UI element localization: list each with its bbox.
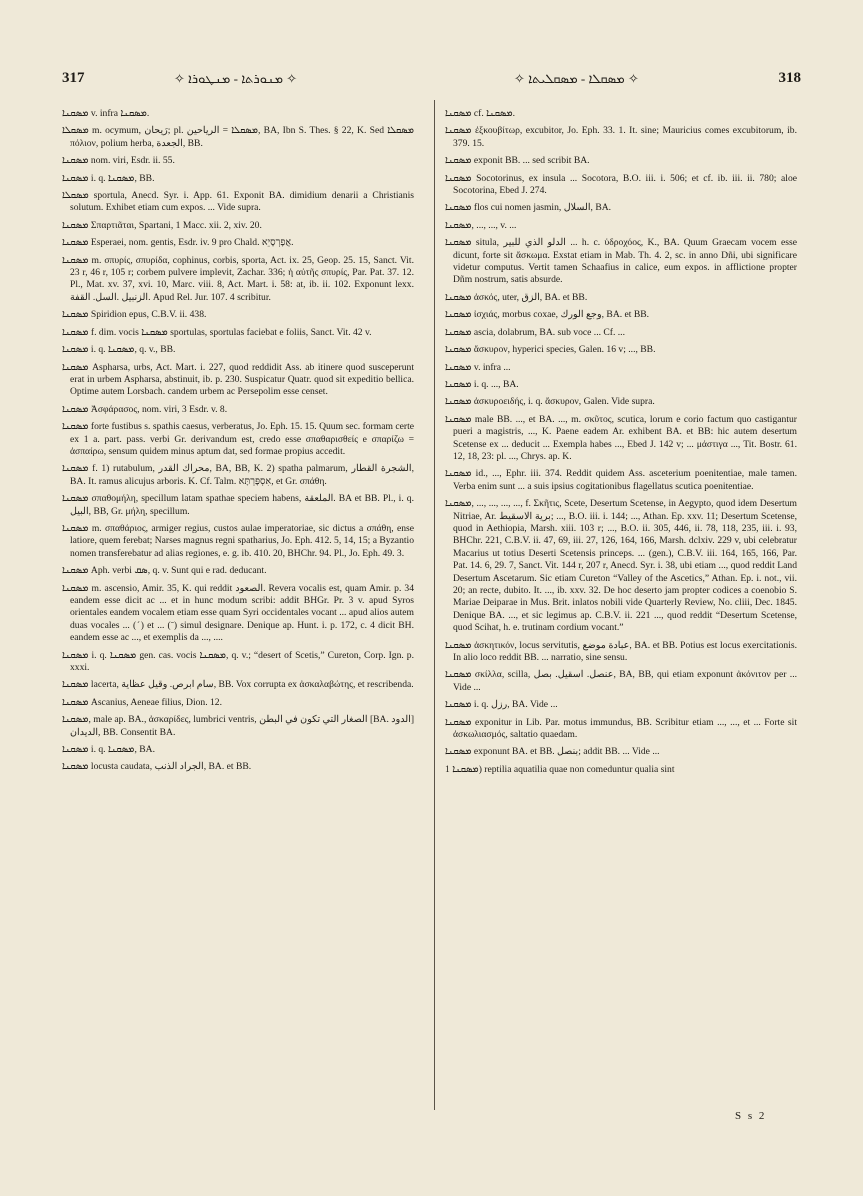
dictionary-entry: ܡܣܩܢܐ ascia, dolabrum, BA. sub voce ... Cf. ... [445, 326, 625, 338]
dictionary-entry: ܡܣܩܢܐ Aph. verbi ܣܩ, q. v. Sunt qui e rad. deducant. [62, 565, 267, 577]
page-header [62, 70, 801, 94]
dictionary-entry: ܡܣܩܢܐ ἀσκητικόν, locus servitutis, عبادة موضع, BA. et BB. Potius est locus exercitationis. In alio loco reddit BB. ... narratio, sine sensu. [445, 639, 797, 664]
dictionary-entry: ܡܣܩܢܐ exponit BB. ... sed scribit BA. [445, 155, 590, 167]
dictionary-entry: ܡܣܩܢܐ ἄσκυρον, hyperici species, Galen. 16 v; ..., BB. [445, 344, 656, 356]
dictionary-entry: ܡܣܩܢܐ f. 1) rutabulum, محراك القدر, BA, BB, K. 2) spatha palmarum, الشجرة القطار, BA. It. ramus alicujus arboris. K. Cf. Talm. אִסְפָּרְתָּא, et Gr. σπάθη. [62, 463, 414, 487]
dictionary-entry: ܡܣܩܢܐ i. q. ܡܣܩܢܐ, q. v., BB. [62, 344, 176, 356]
dictionary-entry: ܡܣܩܢܐ Esperaei, nom. gentis, Esdr. iv. 9 pro Chald. אֲפָרְסָיֵא. [62, 237, 294, 249]
dictionary-entry: ܡܣܩܢܐ Socotorinus, ex insula ... Socotora, B.O. iii. i. 506; et cf. ib. iii. ii. 780; aloe Socotorina, Ebed J. 274. [445, 172, 797, 197]
right-column [445, 108, 797, 1128]
dictionary-entry: ܡܣܩܢܐ m. σπυρίς, σπυρίδα, cophinus, corbis, sporta, Act. ix. 25, Geop. 25. 15, Sanct. Vit. 23 r, 46 r, 105 r; corbem pulvere implevit, Zachar. 336; ἡ αὐτῆς σπυρίς, Par. Pat. 37. 12. Pl., Mat. xv. 37, xvi. 10, Marc. viii. 8, Act. Mart. i. 58: at, ib. ii. 102. Exponunt lexx. الزنبيل .السل. القفة. Apud Rel. Jur. 107. 4 scribitur. [62, 254, 414, 303]
right-page-number: 318 [778, 70, 801, 86]
dictionary-entry: ܡܣܩܢܐ locusta caudata, الجراد الذنب, BA. et BB. [62, 761, 252, 773]
dictionary-entry: ܡܣܩܢܐ ἀσκός, uter, الزق, BA. et BB. [445, 291, 588, 303]
left-running-head: ✧ ܡܢܘܪܬܐ - ܡܢܛܘܪܐ ✧ [174, 71, 298, 86]
dictionary-entry: ܡܣܩܢܐ id., ..., Ephr. iii. 374. Reddit quidem Ass. asceterium poenitentiae, male tamen. Verba enim sunt ... a suis ipsius cogitationibus flagellatus scutica poenitentiae. [445, 468, 797, 492]
dictionary-entry: ܡܣܩܢܐ cf. ܡܣܩܢܐ. [445, 108, 516, 119]
dictionary-entry: ܡܣܩܢܐ i. q. رزل, BA. Vide ... [445, 699, 558, 711]
dictionary-entry: ܡܣܩܢܐ i. q. ܡܣܩܢܐ gen. cas. vocis ܡܣܩܢܐ, q. v.; “desert of Scetis,” Cureton, Corp. Ign. p. xxxi. [62, 649, 414, 674]
dictionary-entry: ܡܣܩܢܐ exponunt BA. et BB. بنصل; addit BB. ... Vide ... [445, 746, 660, 758]
dictionary-entry: ܡܣܩܢܐ situla, الدلو الذي للبير ... h. c. ὑδροχόος, K., BA. Quum Graecam vocem esse dicunt, forte sit ἄσκωμα. Exstat etiam in Mab. Th. 4. 2, sc. in anno Dñi, ubi significare videtur computus. Vertit tamen Schaafius in calice, eum expos. in afflictione propter Dñm nostrum, satis absurde. [445, 237, 797, 286]
dictionary-entry: ܡܣܩܢܐ ἀσκυροειδής, i. q. ἄσκυρον, Galen. Vide supra. [445, 396, 655, 408]
dictionary-entry: ܡܣܩܢܐ lacerta, سام ابرص. وقيل عظاية, BB. Vox corrupta ex ἀσκαλαβώτης, et rescribenda. [62, 679, 414, 691]
dictionary-entry: ܡܣܩܢܐ v. infra ... [445, 361, 511, 373]
dictionary-entry: ܡܣܩܢܐ, male ap. BA., ἀσκαρίδες, lumbrici ventris, الصغار التي تكون في البطن [BA. الدود] الديدان, BB. Consentit BA. [62, 714, 414, 738]
dictionary-entry: ܡܣܩܢܐ i. q. ܡܣܩܢܐ, BA. [62, 744, 155, 756]
left-column [62, 108, 414, 1128]
signature-mark: S s 2 [735, 1110, 767, 1122]
dictionary-entry: ܡܣܩܢܐ Spiridion epus, C.B.V. ii. 438. [62, 309, 207, 321]
dictionary-entry: ܡܣܩܠܐ sportula, Anecd. Syr. i. App. 61. Exponit BA. dimidium denarii a Christianis solutum. Exhibet etiam cum expos. ... Vide supra. [62, 190, 414, 214]
dictionary-entry: ܡܣܩܢܐ, ..., ..., ..., ..., f. Σκῆτις, Scete, Desertum Scetense, in Aegypto, quod idem Desertum Nitriae, Ar. برية الاسقيط; ..., B.O. iii. i. 144; ..., Athan. Ep. xxv. 11; Desertum Scetense, quod in Aethiopia, Marsh. xiii. 103 r; ..., B.O. ii. 305, 446, ii. 78, 118, 235, iii. i. 93, BHChr. 221, C.B.V. ii. 47, 69, iii. 27, 126, 164, 166, Marsh. dclxiv. 229 v, ubi celebratur Macarius ut totius Deserti Scetensis princeps. ... (gen.), C.B.V. iii. 164, 165, 166, Par. Pat. 14. 6, 29. 7, Sanct. Vit. 144 r, 207 r, Anecd. Syr. i. 38, ubi etiam ..., quod reddit Land Desertum Ascetarum. Sic etiam Cureton “Valley of the Ascetics,” Athan. Ep. i. not., vii. 20; an recte, dubito. It. ..., ib. xxv. 32. De hoc deserto jam propter codices a coenobio S. Mariae Deiparae in Mus. Brit. inlatos nobili vide Quarterly Review, No. cliii, Dec. 1845. Denique BA. ..., et sic legimus ap. C.B.V. ii. 221 ..., quod reddit “Desertum Scetense, quod Scihat, h. e. trutinam cordium vocant.” [445, 498, 797, 634]
dictionary-entry: ܡܣܩܢܐ exponitur in Lib. Par. motus immundus, BB. Scribitur etiam ..., ..., et ... Forte sit ἀσκωλιασμός, saltatio quaedam. [445, 716, 797, 741]
dictionary-entry: ܡܣܩܢܐ f. dim. vocis ܡܣܩܢܐ sportulas, sportulas faciebat e foliis, Sanct. Vit. 42 v. [62, 326, 372, 338]
dictionary-entry: ܡܣܩܢܐ Σπαρτιᾶται, Spartani, 1 Macc. xii. 2, xiv. 20. [62, 219, 262, 231]
dictionary-entry: ܡܣܩܢܐ male BB. ..., et BA. ..., m. σκῦτος, scutica, lorum e corio factum quo castigantur pueri a magistris, ..., K. Paene eadem Ar. exhibent BA. et BB: hic autem desertum Scetense ex ... deducit ... Exempla habes ..., Ebed J. 142 v; ... μάστιγα ..., Tit. Bostr. 61. 12, 18, 23: pl. ..., Chrys. ap. K. [445, 413, 797, 462]
dictionary-entry: ܡܣܩܢܐ m. σπαθάριος, armiger regius, custos aulae imperatoriae, sic dictus a σπάθη, ense latiore, quem ferebat; Narses magnus regni spatharius, Jo. Eph. 412. 5, 14, 15; a Byzantio nomen transferebatur ad alias regiones, e. g. ib. 410. 20, BHChr. 94. Pl., Jo. Eph. 49. 3. [62, 522, 414, 559]
left-page-number: 317 [62, 70, 85, 86]
right-running-head: ✧ ܡܣܩܠܐ - ܡܣܩܠܝܬܐ ✧ [514, 71, 639, 86]
dictionary-entry: ܡܣܩܢܐ v. infra ܡܣܩܢܐ. [62, 108, 150, 119]
dictionary-entry: ܡܣܩܢܐ i. q. ..., BA. [445, 378, 519, 390]
dictionary-entry: ܡܣܩܢܐ forte fustibus s. spathis caesus, verberatus, Jo. Eph. 15. 15. Quum sec. formam certe ex 1 a. part. pass. verbi Gr. derivandum est, credo esse σπαθαρισθείς e σπαρίζω = ἀσπαίρω, sensum quidem minus aptum dat, sed formae propius accedit. [62, 421, 414, 457]
dictionary-entry: ܡܣܩܢܐ, ..., ..., v. ... [445, 219, 517, 231]
dictionary-entry: ܡܣܩܢܐ ἐξκουβίτωρ, excubitor, Jo. Eph. 33. 1. It. sine; Mauricius comes excubitorum, ib. 379. 15. [445, 125, 797, 149]
dictionary-entry: ܡܣܩܢܐ ἰσχιάς, morbus coxae, وجع الورك, BA. et BB. [445, 309, 650, 321]
dictionary-entry: ܡܣܩܢܐ flos cui nomen jasmin, السلال, BA. [445, 202, 612, 214]
dictionary-entry: ܡܣܩܢܐ nom. viri, Esdr. ii. 55. [62, 155, 175, 167]
dictionary-entry: ܡܣܩܢܐ m. ascensio, Amir. 35, K. qui reddit الصعود. Revera vocalis est, quam Amir. p. 34 eandem esse dicit ac ... et in hunc modum scribi: addit BHGr. Pr. 3 v. apud Syros orientales eandem vocalem etiam esse quam Syri occidentales vocant ... apud alios autem duas vocales ... (ˊ) et ... (ˉ) simul designare. Denique ap. Hunt. i. p. 172, c. 4 dicit BH. eandem esse ac ..., et exemplis da ..., .... [62, 582, 414, 644]
dictionary-entry: ܡܣܩܢܐ i. q. ܡܣܩܢܐ, BB. [62, 172, 155, 184]
dictionary-entry: ܡܣܩܢܐ Aspharsa, urbs, Act. Mart. i. 227, quod reddidit Ass. ab itinere quod susceperunt erat in urbem Aspharsa, abstinuit, ib. p. 230. Suspicatur Quatr. quod sit expeditio bellica. Optime autem Lorsbach. candem urbem ac Persepolim esse censet. [62, 361, 414, 398]
dictionary-entry: ܡܣܩܠܐ m. ocymum, رَيحان; pl. ܡܣܩܠܐ = الرياحين, BA, Ibn S. Thes. § 22, K. Sed ܡܣܩܠܐ πόλιον, polium herba, الجعدة, BB. [62, 125, 414, 149]
dictionary-entry: ܡܣܩܢܐ σπαθομήλη, specillum latam spathae speciem habens, الملعقة. BA et BB. Pl., i. q. البيل, BB, Gr. μήλη, specillum. [62, 493, 414, 517]
dictionary-entry: ܡܣܩܢܐ Ἀσφάρασος, nom. viri, 3 Esdr. v. 8. [62, 403, 228, 415]
dictionary-entry: ܡܣܩܢܐ Ascanius, Aeneae filius, Dion. 12. [62, 696, 222, 708]
dictionary-entry: ܡܣܩܢܐ σκίλλα, scilla, عنصل. اسقيل. بصل, BA, BB, qui etiam exponunt ἀκόνιτον per ... Vide ... [445, 669, 797, 693]
column-divider [434, 100, 435, 1110]
dictionary-entry: ܡܣܩܢܐ 1) reptilia aquatilia quae non comeduntur qualia sint [445, 763, 675, 775]
